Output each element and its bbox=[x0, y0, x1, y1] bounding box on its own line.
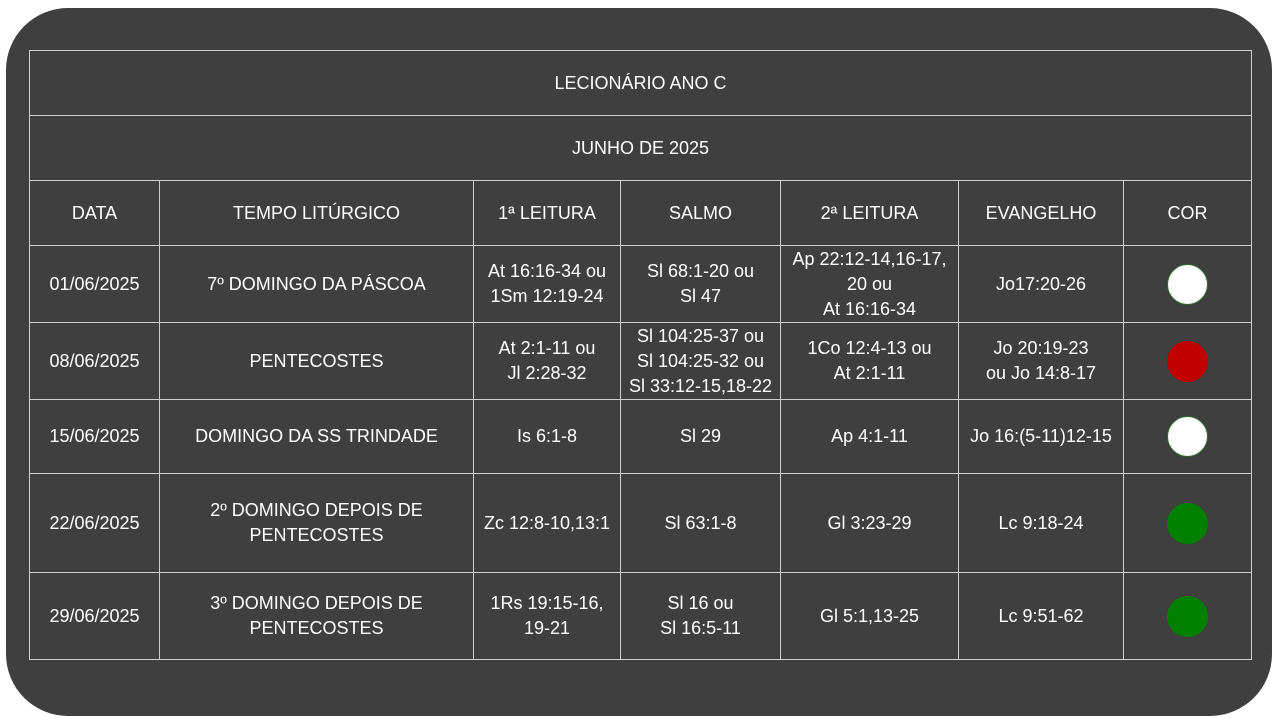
season-cell: DOMINGO DA SS TRINDADE bbox=[160, 400, 474, 474]
season-cell: PENTECOSTES bbox=[160, 323, 474, 400]
table-title: LECIONÁRIO ANO C bbox=[30, 51, 1252, 116]
color-cell bbox=[1124, 474, 1252, 573]
second-reading-cell: Ap 22:12-14,16-17, 20 ou At 16:16-34 bbox=[781, 246, 959, 323]
liturgical-color-dot bbox=[1167, 503, 1208, 544]
month-title: JUNHO DE 2025 bbox=[30, 116, 1252, 181]
lectionary-table bbox=[29, 50, 1252, 660]
date-cell: 15/06/2025 bbox=[30, 400, 160, 474]
liturgical-color-dot bbox=[1167, 416, 1208, 457]
season-cell: 2º DOMINGO DEPOIS DE PENTECOSTES bbox=[160, 474, 474, 573]
header-color: COR bbox=[1124, 181, 1252, 246]
date-cell: 08/06/2025 bbox=[30, 323, 160, 400]
season-cell: 3º DOMINGO DEPOIS DE PENTECOSTES bbox=[160, 573, 474, 660]
first-reading-cell: Is 6:1-8 bbox=[474, 400, 621, 474]
second-reading-cell: Gl 3:23-29 bbox=[781, 474, 959, 573]
first-reading-cell: 1Rs 19:15-16, 19-21 bbox=[474, 573, 621, 660]
liturgical-color-dot bbox=[1167, 341, 1208, 382]
header-gospel: EVANGELHO bbox=[959, 181, 1124, 246]
header-season: TEMPO LITÚRGICO bbox=[160, 181, 474, 246]
psalm-cell: Sl 29 bbox=[621, 400, 781, 474]
liturgical-color-dot bbox=[1167, 596, 1208, 637]
color-cell bbox=[1124, 246, 1252, 323]
table-row bbox=[30, 323, 1252, 400]
first-reading-cell: At 2:1-11 ou Jl 2:28-32 bbox=[474, 323, 621, 400]
date-cell: 22/06/2025 bbox=[30, 474, 160, 573]
table-row bbox=[30, 400, 1252, 474]
gospel-cell: Jo17:20-26 bbox=[959, 246, 1124, 323]
color-cell bbox=[1124, 400, 1252, 474]
header-date: DATA bbox=[30, 181, 160, 246]
table-row bbox=[30, 246, 1252, 323]
gospel-cell: Jo 20:19-23 ou Jo 14:8-17 bbox=[959, 323, 1124, 400]
header-psalm: SALMO bbox=[621, 181, 781, 246]
psalm-cell: Sl 68:1-20 ou Sl 47 bbox=[621, 246, 781, 323]
header-second-reading: 2ª LEITURA bbox=[781, 181, 959, 246]
gospel-cell: Lc 9:51-62 bbox=[959, 573, 1124, 660]
first-reading-cell: Zc 12:8-10,13:1 bbox=[474, 474, 621, 573]
second-reading-cell: Gl 5:1,13-25 bbox=[781, 573, 959, 660]
second-reading-cell: 1Co 12:4-13 ou At 2:1-11 bbox=[781, 323, 959, 400]
header-first-reading: 1ª LEITURA bbox=[474, 181, 621, 246]
header-row bbox=[30, 181, 1252, 246]
first-reading-cell: At 16:16-34 ou 1Sm 12:19-24 bbox=[474, 246, 621, 323]
gospel-cell: Jo 16:(5-11)12-15 bbox=[959, 400, 1124, 474]
date-cell: 29/06/2025 bbox=[30, 573, 160, 660]
color-cell bbox=[1124, 323, 1252, 400]
season-cell: 7º DOMINGO DA PÁSCOA bbox=[160, 246, 474, 323]
psalm-cell: Sl 104:25-37 ou Sl 104:25-32 ou Sl 33:12-15,18-22 bbox=[621, 323, 781, 400]
second-reading-cell: Ap 4:1-11 bbox=[781, 400, 959, 474]
table-row bbox=[30, 474, 1252, 573]
date-cell: 01/06/2025 bbox=[30, 246, 160, 323]
liturgical-color-dot bbox=[1167, 264, 1208, 305]
psalm-cell: Sl 16 ou Sl 16:5-11 bbox=[621, 573, 781, 660]
color-cell bbox=[1124, 573, 1252, 660]
table-row bbox=[30, 573, 1252, 660]
gospel-cell: Lc 9:18-24 bbox=[959, 474, 1124, 573]
psalm-cell: Sl 63:1-8 bbox=[621, 474, 781, 573]
